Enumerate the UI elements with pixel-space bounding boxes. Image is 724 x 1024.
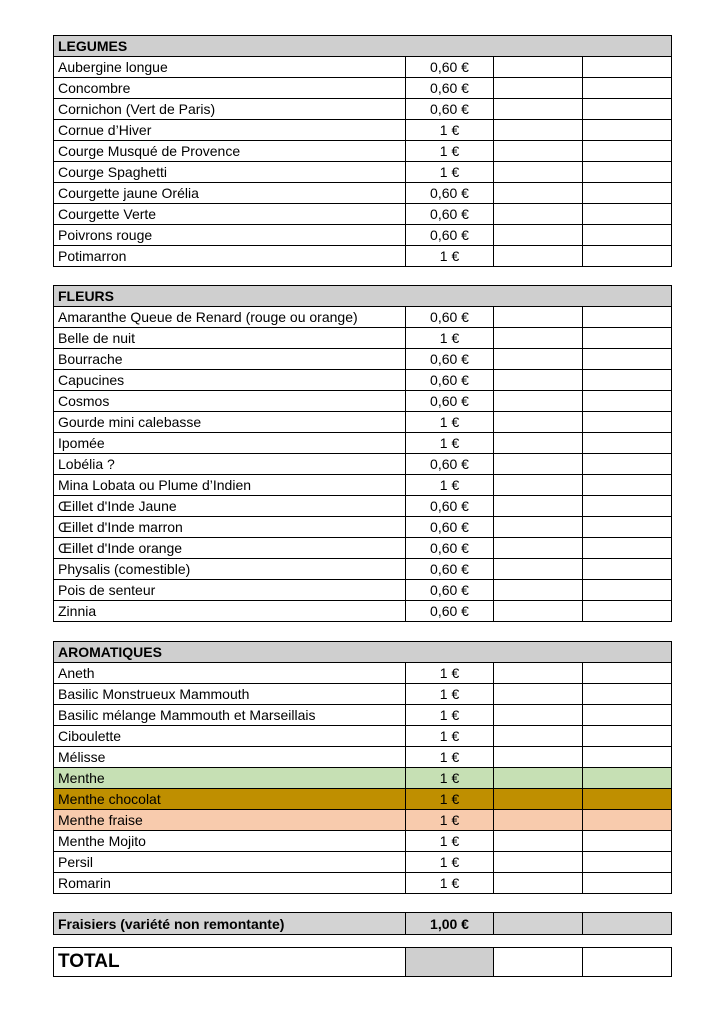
- item-name: Menthe fraise: [54, 810, 406, 831]
- fraisiers-row: [54, 913, 672, 935]
- table-row: [54, 496, 672, 517]
- amount-cell[interactable]: [583, 559, 672, 580]
- item-price: 1 €: [406, 433, 494, 454]
- quantity-cell[interactable]: [494, 225, 583, 246]
- header-filler: [494, 286, 672, 307]
- amount-cell[interactable]: [583, 663, 672, 684]
- quantity-cell[interactable]: [494, 328, 583, 349]
- item-price: 1 €: [406, 328, 494, 349]
- table-row: [54, 225, 672, 246]
- item-price: 0,60 €: [406, 57, 494, 78]
- item-name: Courgette Verte: [54, 204, 406, 225]
- item-name: Œillet d'Inde marron: [54, 517, 406, 538]
- amount-cell[interactable]: [583, 183, 672, 204]
- quantity-cell[interactable]: [494, 831, 583, 852]
- item-name: Œillet d'Inde Jaune: [54, 496, 406, 517]
- item-name: Belle de nuit: [54, 328, 406, 349]
- quantity-cell[interactable]: [494, 454, 583, 475]
- item-name: Potimarron: [54, 246, 406, 267]
- quantity-cell[interactable]: [494, 747, 583, 768]
- quantity-cell[interactable]: [494, 141, 583, 162]
- amount-cell[interactable]: [583, 78, 672, 99]
- item-name: Menthe Mojito: [54, 831, 406, 852]
- item-name: Mina Lobata ou Plume d’Indien: [54, 475, 406, 496]
- amount-cell[interactable]: [583, 852, 672, 873]
- table-row: [54, 831, 672, 852]
- table-row: [54, 852, 672, 873]
- amount-cell[interactable]: [583, 789, 672, 810]
- amount-cell[interactable]: [583, 246, 672, 267]
- item-name: Poivrons rouge: [54, 225, 406, 246]
- quantity-cell[interactable]: [494, 684, 583, 705]
- table-row: [54, 580, 672, 601]
- section-title: AROMATIQUES: [54, 642, 494, 663]
- quantity-cell[interactable]: [494, 120, 583, 141]
- item-price: 1 €: [406, 120, 494, 141]
- item-price: 1 €: [406, 789, 494, 810]
- quantity-cell[interactable]: [494, 183, 583, 204]
- table-row: [54, 57, 672, 78]
- table-row: [54, 412, 672, 433]
- quantity-cell[interactable]: [494, 873, 583, 894]
- item-price: 1 €: [406, 768, 494, 789]
- item-name: Romarin: [54, 873, 406, 894]
- quantity-cell[interactable]: [494, 433, 583, 454]
- item-price: 0,60 €: [406, 538, 494, 559]
- quantity-cell[interactable]: [494, 370, 583, 391]
- item-name: Cosmos: [54, 391, 406, 412]
- quantity-cell[interactable]: [494, 538, 583, 559]
- section-header: [54, 642, 672, 663]
- item-price: 1 €: [406, 162, 494, 183]
- table-row: [54, 391, 672, 412]
- amount-cell[interactable]: [583, 162, 672, 183]
- amount-cell[interactable]: [583, 810, 672, 831]
- quantity-cell[interactable]: [494, 663, 583, 684]
- item-name: Bourrache: [54, 349, 406, 370]
- item-name: Aneth: [54, 663, 406, 684]
- item-price: 0,60 €: [406, 370, 494, 391]
- total-amount-cell[interactable]: [583, 948, 672, 977]
- table-row: [54, 663, 672, 684]
- table-row: [54, 141, 672, 162]
- item-price: 1 €: [406, 412, 494, 433]
- table-row: [54, 120, 672, 141]
- quantity-cell[interactable]: [494, 349, 583, 370]
- item-price: 0,60 €: [406, 183, 494, 204]
- item-name: Basilic Monstrueux Mammouth: [54, 684, 406, 705]
- table-row: [54, 768, 672, 789]
- amount-cell[interactable]: [583, 913, 672, 935]
- quantity-cell[interactable]: [494, 412, 583, 433]
- quantity-cell[interactable]: [494, 517, 583, 538]
- item-price: 0,60 €: [406, 99, 494, 120]
- table-row: [54, 162, 672, 183]
- table-row: [54, 726, 672, 747]
- amount-cell[interactable]: [583, 141, 672, 162]
- amount-cell[interactable]: [583, 496, 672, 517]
- total-table: [53, 947, 672, 977]
- legumes-table: [53, 35, 672, 267]
- item-name: Capucines: [54, 370, 406, 391]
- table-row: [54, 517, 672, 538]
- amount-cell[interactable]: [583, 517, 672, 538]
- quantity-cell[interactable]: [494, 789, 583, 810]
- item-price: 0,60 €: [406, 307, 494, 328]
- item-price: 1 €: [406, 705, 494, 726]
- item-name: Physalis (comestible): [54, 559, 406, 580]
- table-row: [54, 78, 672, 99]
- item-price: 0,60 €: [406, 225, 494, 246]
- amount-cell[interactable]: [583, 307, 672, 328]
- header-filler: [494, 36, 672, 57]
- section-title: LEGUMES: [54, 36, 494, 57]
- table-row: [54, 601, 672, 622]
- item-price: 1 €: [406, 873, 494, 894]
- item-name: Zinnia: [54, 601, 406, 622]
- item-name: Gourde mini calebasse: [54, 412, 406, 433]
- amount-cell[interactable]: [583, 538, 672, 559]
- total-row: [54, 948, 672, 977]
- quantity-cell[interactable]: [494, 852, 583, 873]
- total-quantity-cell[interactable]: [494, 948, 583, 977]
- item-name: Pois de senteur: [54, 580, 406, 601]
- item-name: Courge Spaghetti: [54, 162, 406, 183]
- amount-cell[interactable]: [583, 475, 672, 496]
- table-row: [54, 454, 672, 475]
- amount-cell[interactable]: [583, 601, 672, 622]
- quantity-cell[interactable]: [494, 57, 583, 78]
- quantity-cell[interactable]: [494, 78, 583, 99]
- table-row: [54, 705, 672, 726]
- table-row: [54, 433, 672, 454]
- item-price: 1 €: [406, 141, 494, 162]
- section-title: FLEURS: [54, 286, 494, 307]
- item-name: Menthe chocolat: [54, 789, 406, 810]
- item-price: 0,60 €: [406, 559, 494, 580]
- amount-cell[interactable]: [583, 873, 672, 894]
- amount-cell[interactable]: [583, 349, 672, 370]
- table-row: [54, 789, 672, 810]
- table-row: [54, 307, 672, 328]
- item-price: 0,60 €: [406, 496, 494, 517]
- item-name: Menthe: [54, 768, 406, 789]
- section-header: [54, 36, 672, 57]
- item-price: 1 €: [406, 852, 494, 873]
- aromatiques-table: [53, 641, 672, 894]
- section-header: [54, 286, 672, 307]
- amount-cell[interactable]: [583, 726, 672, 747]
- item-price: 0,60 €: [406, 204, 494, 225]
- item-name: Cornue d’Hiver: [54, 120, 406, 141]
- table-row: [54, 538, 672, 559]
- table-row: [54, 370, 672, 391]
- quantity-cell[interactable]: [494, 99, 583, 120]
- table-row: [54, 99, 672, 120]
- item-price: 1 €: [406, 684, 494, 705]
- table-row: [54, 349, 672, 370]
- amount-cell[interactable]: [583, 99, 672, 120]
- table-row: [54, 873, 672, 894]
- item-price: 1 €: [406, 475, 494, 496]
- table-row: [54, 747, 672, 768]
- quantity-cell[interactable]: [494, 496, 583, 517]
- item-name: Cornichon (Vert de Paris): [54, 99, 406, 120]
- table-row: [54, 684, 672, 705]
- fleurs-table: [53, 285, 672, 622]
- quantity-cell[interactable]: [494, 580, 583, 601]
- amount-cell[interactable]: [583, 225, 672, 246]
- amount-cell[interactable]: [583, 433, 672, 454]
- table-row: [54, 475, 672, 496]
- item-name: Mélisse: [54, 747, 406, 768]
- item-price: 0,60 €: [406, 601, 494, 622]
- item-name: Œillet d'Inde orange: [54, 538, 406, 559]
- item-name: Ipomée: [54, 433, 406, 454]
- quantity-cell[interactable]: [494, 475, 583, 496]
- amount-cell[interactable]: [583, 684, 672, 705]
- amount-cell[interactable]: [583, 370, 672, 391]
- item-name: Aubergine longue: [54, 57, 406, 78]
- item-price: 0,60 €: [406, 349, 494, 370]
- item-price: 1 €: [406, 810, 494, 831]
- amount-cell[interactable]: [583, 580, 672, 601]
- amount-cell[interactable]: [583, 120, 672, 141]
- fraisiers-table: [53, 912, 672, 935]
- quantity-cell[interactable]: [494, 162, 583, 183]
- quantity-cell[interactable]: [494, 246, 583, 267]
- table-row: [54, 246, 672, 267]
- fraisiers-price: 1,00 €: [406, 913, 494, 935]
- item-name: Basilic mélange Mammouth et Marseillais: [54, 705, 406, 726]
- item-price: 1 €: [406, 663, 494, 684]
- quantity-cell[interactable]: [494, 559, 583, 580]
- amount-cell[interactable]: [583, 204, 672, 225]
- item-price: 1 €: [406, 246, 494, 267]
- quantity-cell[interactable]: [494, 204, 583, 225]
- item-name: Courgette jaune Orélia: [54, 183, 406, 204]
- item-name: Persil: [54, 852, 406, 873]
- item-price: 0,60 €: [406, 454, 494, 475]
- header-filler: [494, 642, 672, 663]
- amount-cell[interactable]: [583, 57, 672, 78]
- quantity-cell[interactable]: [494, 810, 583, 831]
- amount-cell[interactable]: [583, 768, 672, 789]
- item-price: 1 €: [406, 831, 494, 852]
- quantity-cell[interactable]: [494, 726, 583, 747]
- item-price: 1 €: [406, 747, 494, 768]
- amount-cell[interactable]: [583, 328, 672, 349]
- item-price: 0,60 €: [406, 78, 494, 99]
- amount-cell[interactable]: [583, 705, 672, 726]
- amount-cell[interactable]: [583, 831, 672, 852]
- item-name: Amaranthe Queue de Renard (rouge ou orange): [54, 307, 406, 328]
- item-name: Courge Musqué de Provence: [54, 141, 406, 162]
- table-row: [54, 204, 672, 225]
- item-price: 0,60 €: [406, 517, 494, 538]
- item-name: Lobélia ?: [54, 454, 406, 475]
- amount-cell[interactable]: [583, 454, 672, 475]
- quantity-cell[interactable]: [494, 601, 583, 622]
- item-price: 0,60 €: [406, 580, 494, 601]
- quantity-cell[interactable]: [494, 307, 583, 328]
- quantity-cell[interactable]: [494, 768, 583, 789]
- amount-cell[interactable]: [583, 412, 672, 433]
- table-row: [54, 328, 672, 349]
- quantity-cell[interactable]: [494, 913, 583, 935]
- item-price: 0,60 €: [406, 391, 494, 412]
- item-name: Concombre: [54, 78, 406, 99]
- item-name: Ciboulette: [54, 726, 406, 747]
- table-row: [54, 559, 672, 580]
- table-row: [54, 810, 672, 831]
- quantity-cell[interactable]: [494, 705, 583, 726]
- amount-cell[interactable]: [583, 391, 672, 412]
- item-price: 1 €: [406, 726, 494, 747]
- quantity-cell[interactable]: [494, 391, 583, 412]
- total-label: TOTAL: [54, 948, 406, 977]
- amount-cell[interactable]: [583, 747, 672, 768]
- total-price-cell: [406, 948, 494, 977]
- table-row: [54, 183, 672, 204]
- fraisiers-name: Fraisiers (variété non remontante): [54, 913, 406, 935]
